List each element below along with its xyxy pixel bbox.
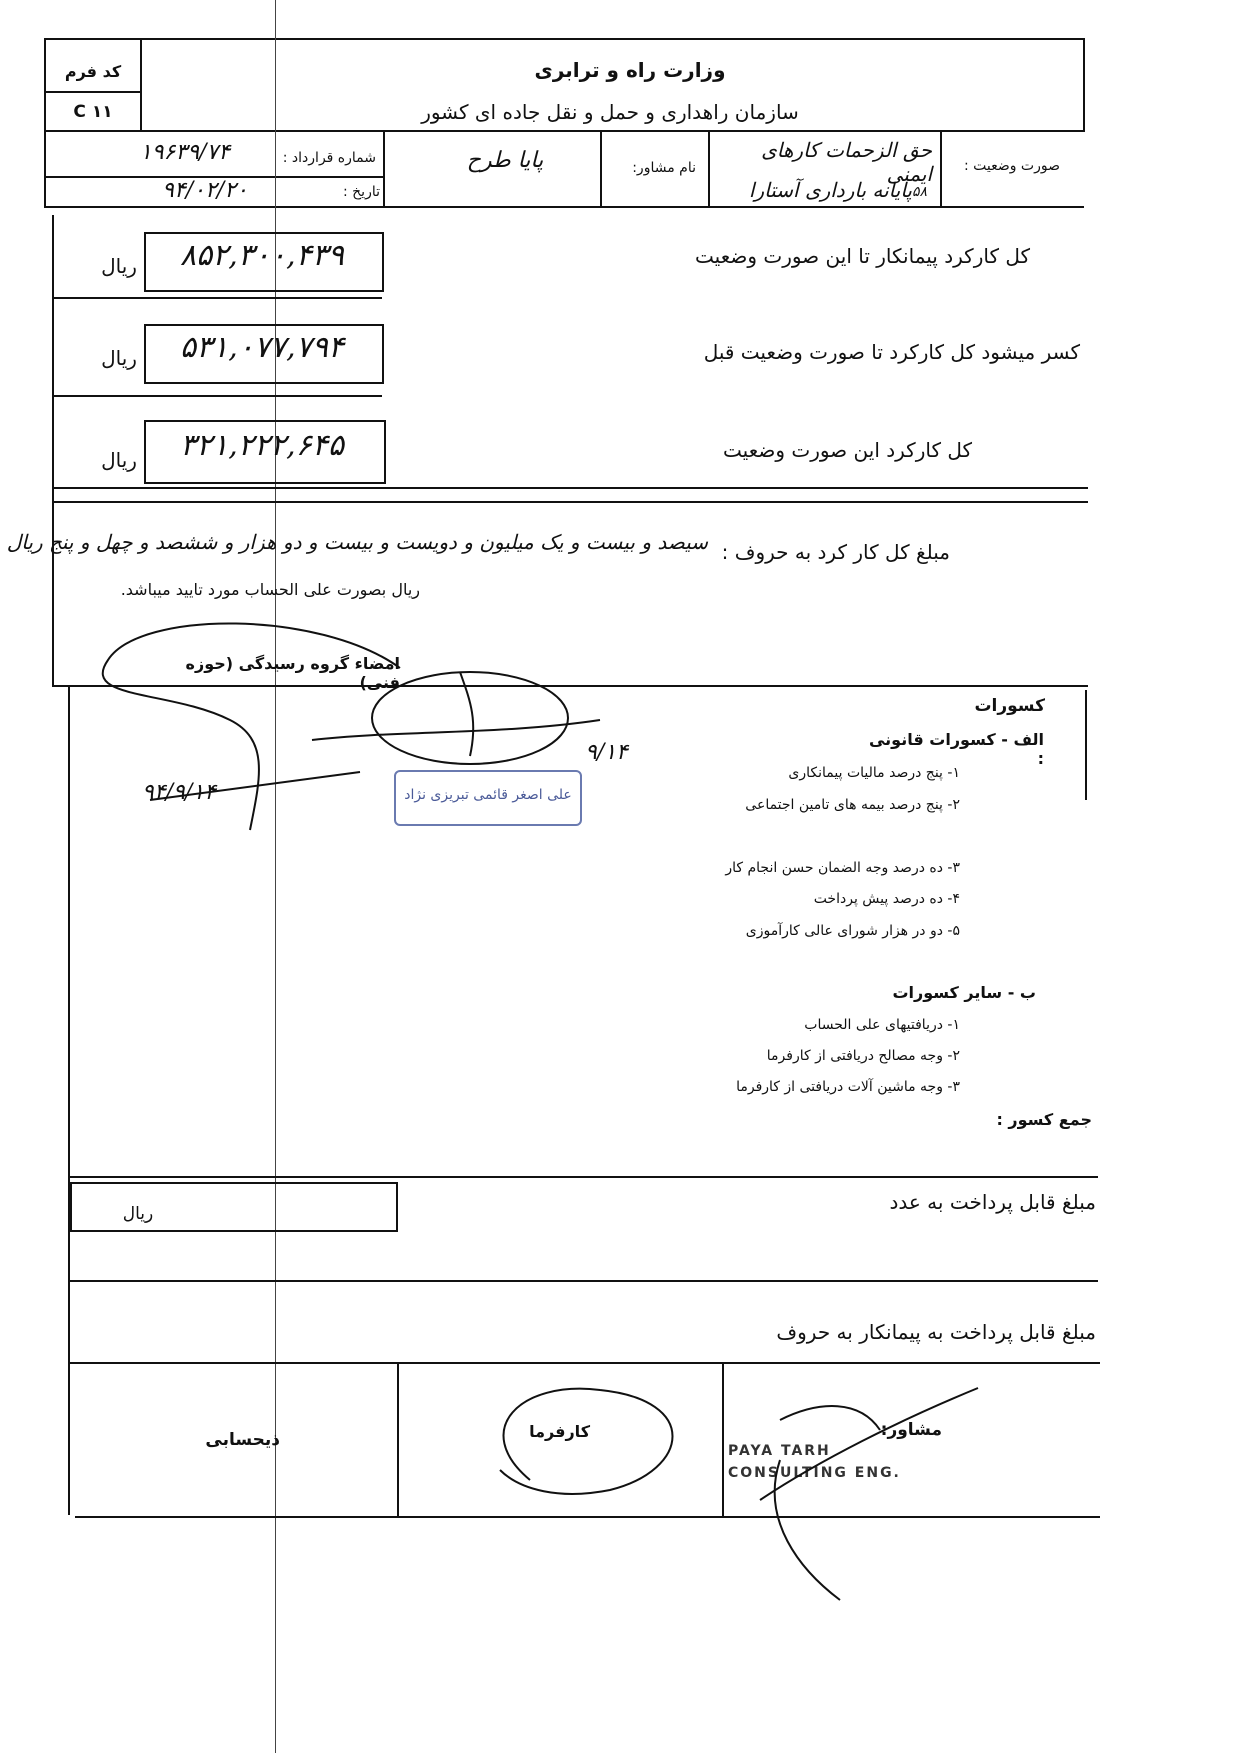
reviewer-signature-stroke [312,720,600,740]
amount-unit-2: ریال [101,346,137,370]
consultant-pen-line [775,1460,840,1600]
consultant-signature-stroke [760,1388,978,1500]
date-label: تاریخ : [342,184,380,200]
amount-unit-1: ریال [101,254,137,278]
legal-item-4: ۴- ده درصد پیش پرداخت [813,891,960,907]
amount-label-1: کل کارکرد پیمانکار تا این صورت وضعیت [695,244,1030,268]
reviewer-signature-ellipse [372,672,568,764]
legal-item-3: ۳- ده درصد وجه الضمان حسن انجام کار [725,860,960,876]
amount-value-3: ۳۲۱,۲۲۲,۶۴۵ [179,428,345,463]
sign-date-1: ۹/۱۴ [585,740,628,765]
contract-number-value: ۱۹۶۳۹/۷۴ [139,140,231,165]
consultant-value: پایا طرح [466,148,544,173]
contract-number-label: شماره قرارداد : [282,150,376,166]
amount-unit-3: ریال [101,448,137,472]
consultant-signature-stroke-2 [780,1406,880,1430]
footer-beneficiary: ذیحسابی [205,1430,280,1450]
date-value: ۹۴/۰۲/۲۰ [162,178,248,203]
statement-label: صورت وضعیت : [963,158,1060,174]
legal-item-1: ۱- پنج درصد مالیات پیمانکاری [788,765,960,781]
legal-deductions-title: الف - کسورات قانونی : [868,730,1044,768]
other-deductions-title: ب - سایر کسورات [892,983,1036,1002]
amount-value-2: ۵۳۱,۰۷۷,۷۹۴ [179,330,345,365]
form-code-label: کد فرم [64,62,122,81]
amount-label-3: کل کارکرد این صورت وضعیت [723,438,972,462]
footer-employer: کارفرما [529,1422,590,1441]
payable-numeric-label: مبلغ قابل پرداخت به عدد [889,1190,1096,1214]
statement-value-line1: حق الزحمات کارهای ایمنی [761,138,932,186]
consultant-label: نام مشاور: [632,160,696,176]
signature-label: امضاء گروه رسیدگی (حوزه فنی) [185,654,400,692]
amount-value-1: ۸۵۲,۳۰۰,۴۳۹ [179,238,345,273]
sign-date-2: ۹۴/۹/۱۴ [142,780,216,805]
statement-value-line2: پایانه بارداری آستارا [748,178,912,202]
footer-consultant: مشاور: [880,1420,942,1440]
legal-item-2: ۲- پنج درصد بیمه های تامین اجتماعی [745,797,960,813]
employer-signature-stroke [500,1389,673,1494]
consultant-stamp-text: PAYA TARH CONSULTING ENG. [728,1443,901,1481]
deductions-total-label: جمع کسور : [996,1110,1092,1129]
statement-number-mark: ۵۸ [912,184,928,200]
form-code-value: C ۱۱ [73,102,113,122]
ministry-title: وزارت راه و ترابری [534,58,726,82]
payable-unit: ریال [122,1204,154,1224]
date-strike-stroke [150,772,360,800]
other-item-1: ۱- دریافتیهای علی الحساب [804,1017,960,1033]
deductions-title: کسورات [974,696,1045,716]
reviewer-signature-stroke-2 [460,672,473,756]
reviewer-stamp-text: علی اصغر قائمی تبریزی نژاد [404,787,572,803]
other-item-2: ۲- وجه مصالح دریافتی از کارفرما [766,1048,960,1064]
legal-item-5: ۵- دو در هزار شورای عالی کارآموزی [745,923,960,939]
payable-words-label: مبلغ قابل پرداخت به پیمانکار به حروف [776,1320,1096,1344]
other-item-3: ۳- وجه ماشین آلات دریافتی از کارفرما [736,1079,960,1095]
words-approval: ریال بصورت علی الحساب مورد تایید میباشد. [120,580,420,599]
organization-title: سازمان راهداری و حمل و نقل جاده ای کشور [421,100,799,124]
reviewer-loop-stroke [103,623,400,830]
words-handwritten: سیصد و بیست و یک میلیون و دویست و بیست و دو هزار و ششصد و چهل و پنج ریال [6,530,708,554]
words-label: مبلغ کل کار کرد به حروف : [721,540,950,564]
amount-label-2: کسر میشود کل کارکرد تا صورت وضعیت قبل [703,340,1080,364]
